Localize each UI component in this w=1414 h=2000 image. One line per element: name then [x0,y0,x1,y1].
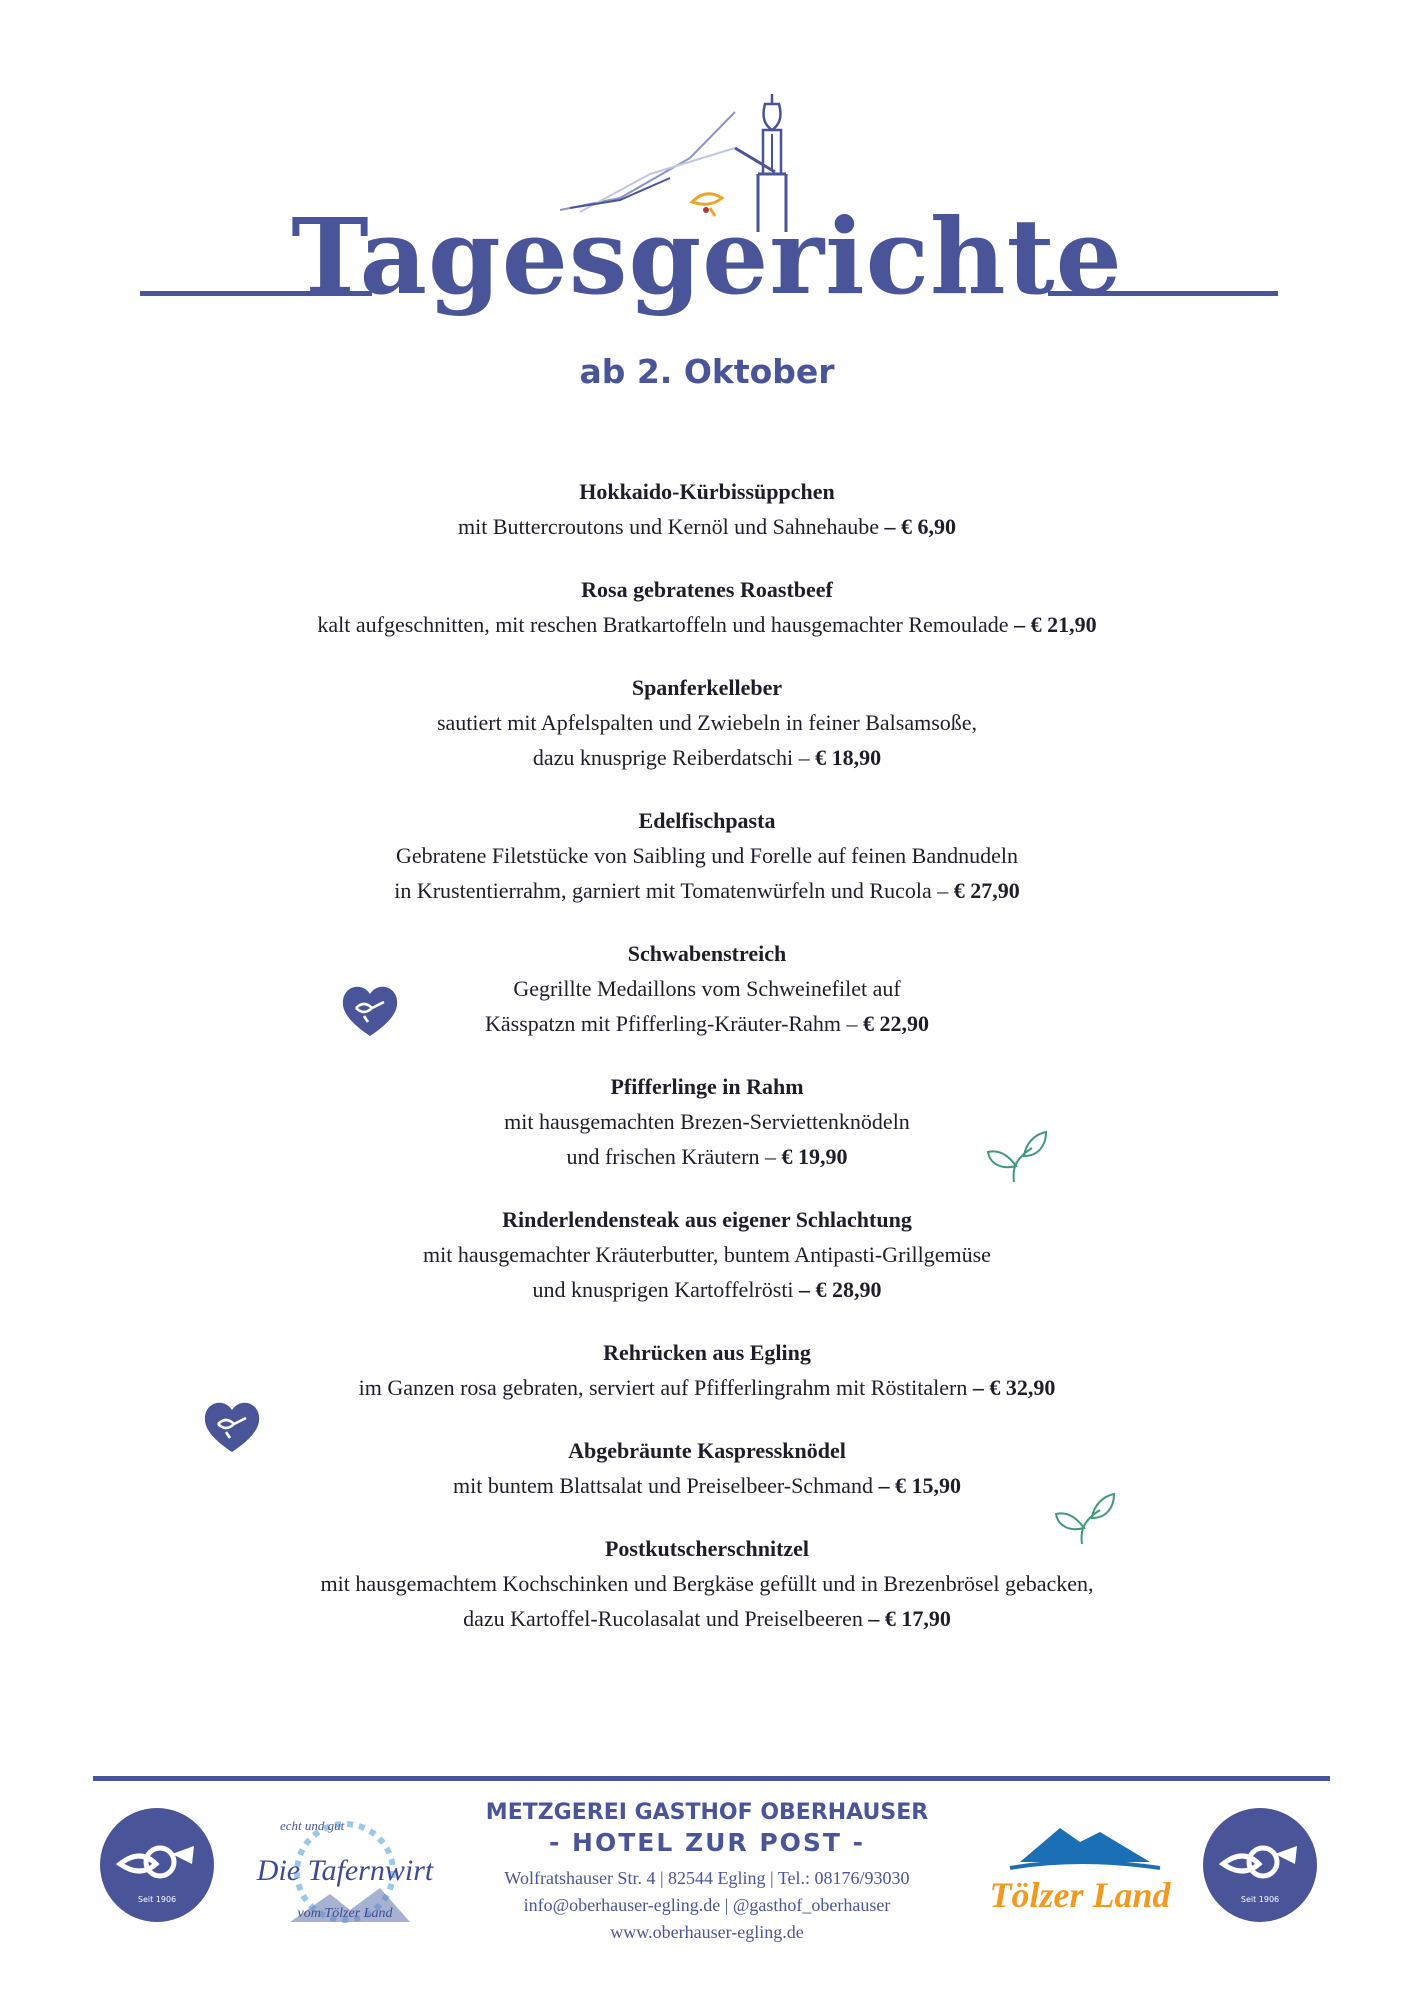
dish-name: Rosa gebratenes Roastbeef [581,577,833,602]
menu-item [0,474,1414,544]
dish-name: Abgebräunte Kaspressknödel [568,1438,846,1463]
price-separator: – [793,1277,816,1302]
dish-price: € 19,90 [781,1144,848,1169]
menu-item [0,572,1414,642]
tafernwirt-name: Die Tafernwirt [256,1854,434,1887]
dish-name: Pfifferlinge in Rahm [610,1074,804,1099]
header [0,0,1414,420]
dish-description: Gebratene Filetstücke von Saibling und Forelle auf feinen Bandnudeln in Krustentierrahm, garniert mit Tomatenwürfeln und Rucola [394,843,1018,903]
dish-name: Rinderlendensteak aus eigener Schlachtung [502,1207,912,1232]
menu-item [0,1069,1414,1174]
leaf-icon [1054,1490,1116,1546]
dish-name: Rehrücken aus Egling [603,1340,811,1365]
price-separator: – [872,1473,895,1498]
dish-description: mit Buttercroutons und Kernöl und Sahnehaube [458,514,879,539]
tafernwirt-sub: vom Tölzer Land [297,1906,393,1921]
dish-description: sautiert mit Apfelspalten und Zwiebeln in feiner Balsamsoße, dazu knusprige Reiberdatschi [436,710,978,770]
dish-name: Edelfischpasta [638,808,776,833]
price-separator: – [793,745,816,770]
price-separator: – [759,1144,782,1169]
dish-price: € 6,90 [900,514,956,539]
footer-hotel-name: - HOTEL ZUR POST - [548,1828,866,1857]
heart-horn-icon [340,984,400,1038]
page-title: Tagesgerichte [291,195,1123,318]
dish-description: im Ganzen rosa gebraten, serviert auf Pfifferlingrahm mit Röstitalern [358,1375,968,1400]
dish-description: mit hausgemachten Brezen-Serviettenknödeln und frischen Kräutern [504,1109,910,1169]
toelzer-land-logo [980,1822,1180,1922]
menu-item [0,670,1414,775]
menu-item [0,803,1414,908]
dish-name: Schwabenstreich [627,941,787,966]
footer-website: www.oberhauser-egling.de [610,1922,804,1942]
dish-price: € 17,90 [884,1606,951,1631]
dish-description: mit buntem Blattsalat und Preiselbeer-Schmand [453,1473,873,1498]
dish-price: € 28,90 [815,1277,882,1302]
price-separator: – [931,878,954,903]
footer-business-name: METZGEREI GASTHOF OBERHAUSER [485,1800,929,1825]
dish-price: € 27,90 [953,878,1020,903]
price-separator: – [878,514,901,539]
dish-description: Gegrillte Medaillons vom Schweinefilet auf Kässpatzn mit Pfifferling-Kräuter-Rahm [485,976,901,1036]
dish-name: Spanferkelleber [631,675,783,700]
price-separator: – [967,1375,990,1400]
price-separator: – [1008,612,1031,637]
tafernwirt-tagline: echt und gut [280,1818,345,1833]
page-subtitle: ab 2. Oktober [579,352,835,391]
leaf-icon [986,1128,1048,1184]
seal-caption: Seit 1906 [137,1895,177,1904]
menu-item [0,936,1414,1041]
price-separator: – [862,1606,885,1631]
dish-price: € 21,90 [1030,612,1097,637]
footer-rule [93,1776,1330,1781]
dish-description: kalt aufgeschnitten, mit reschen Bratkartoffeln und hausgemachter Remoulade [317,612,1009,637]
heart-horn-icon [202,1400,262,1454]
dish-price: € 18,90 [815,745,882,770]
dish-description: mit hausgemachter Kräuterbutter, buntem Antipasti-Grillgemüse und knusprigen Kartoffelrösti [423,1242,991,1302]
footer-contact: info@oberhauser-egling.de | @gasthof_oberhauser [523,1895,891,1915]
menu-item [0,1531,1414,1636]
dish-name: Hokkaido-Kürbissüppchen [579,479,835,504]
dish-name: Postkutscherschnitzel [604,1536,810,1561]
dish-price: € 32,90 [989,1375,1056,1400]
menu-item [0,1335,1414,1405]
price-separator: – [840,1011,863,1036]
menu-list [0,474,1414,1664]
dish-description: mit hausgemachtem Kochschinken und Bergkäse gefüllt und in Brezenbrösel gebacken, dazu Kartoffel-Rucolasalat und Preiselbeeren [320,1571,1094,1631]
seal-caption: Seit 1906 [1240,1895,1280,1904]
toelzer-land-wordmark: Tölzer Land [989,1875,1171,1915]
footer-address: Wolfratshauser Str. 4 | 82544 Egling | Tel.: 08176/93030 [504,1868,910,1888]
dish-price: € 15,90 [894,1473,961,1498]
menu-item [0,1202,1414,1307]
dish-price: € 22,90 [862,1011,929,1036]
